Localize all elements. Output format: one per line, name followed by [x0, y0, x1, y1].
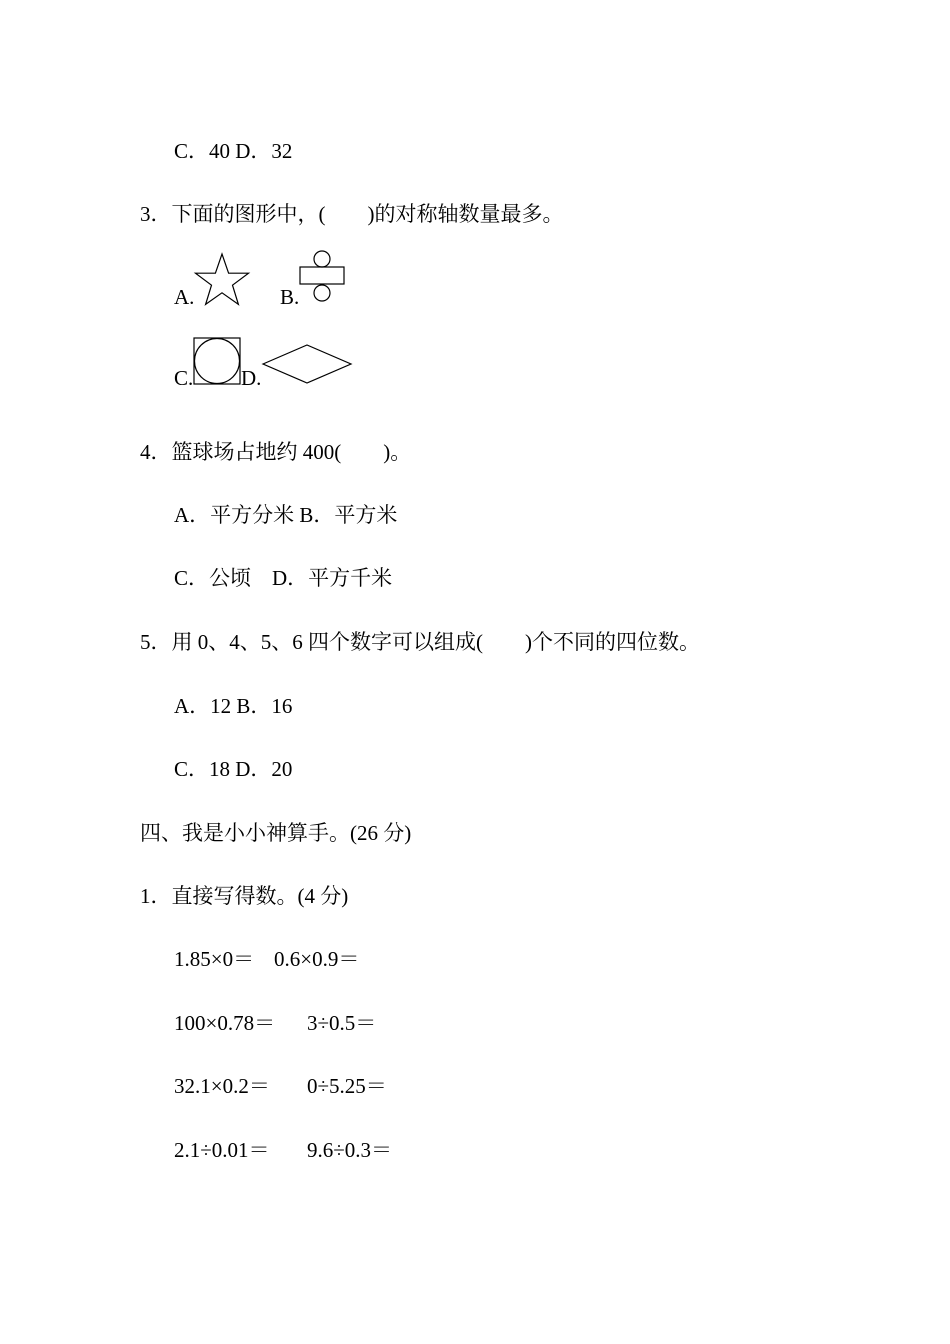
calc-right: 9.6÷0.3＝ — [307, 1138, 393, 1162]
rectangle-circles-figure — [298, 249, 348, 307]
q3-stem: 3．下面的图形中，( )的对称轴数量最多。 — [140, 202, 564, 226]
section-heading: 四、我是小小神算手。(26 分) — [140, 821, 412, 845]
sub-question-stem: 1．直接写得数。(4 分) — [140, 884, 349, 908]
q3-label-c: C. — [174, 366, 194, 390]
calc-left: 2.1÷0.01＝ — [174, 1138, 270, 1162]
calc-right: 0.6×0.9＝ — [274, 947, 360, 971]
calc-right: 0÷5.25＝ — [307, 1074, 387, 1098]
q3-label-d: D. — [241, 366, 262, 390]
q5-options-ab: A．12 B．16 — [174, 694, 293, 718]
rhombus-figure — [260, 343, 354, 385]
calc-left: 1.85×0＝ — [174, 947, 255, 971]
q3-label-a: A. — [174, 285, 195, 309]
calc-left: 100×0.78＝ — [174, 1011, 276, 1035]
circle-in-square-figure — [192, 336, 242, 386]
q5-stem: 5．用 0、4、5、6 四个数字可以组成( )个不同的四位数。 — [140, 630, 700, 654]
q2-options-cd: C．40 D．32 — [174, 139, 293, 163]
q4-options-ab: A．平方分米 B．平方米 — [174, 503, 398, 527]
calc-right: 3÷0.5＝ — [307, 1011, 377, 1035]
q4-stem: 4．篮球场占地约 400( )。 — [140, 440, 412, 464]
q4-options-cd: C．公顷 D．平方千米 — [174, 566, 393, 590]
q5-options-cd: C．18 D．20 — [174, 757, 293, 781]
star-figure — [193, 252, 251, 308]
calc-left: 32.1×0.2＝ — [174, 1074, 270, 1098]
q3-label-b: B. — [280, 285, 300, 309]
